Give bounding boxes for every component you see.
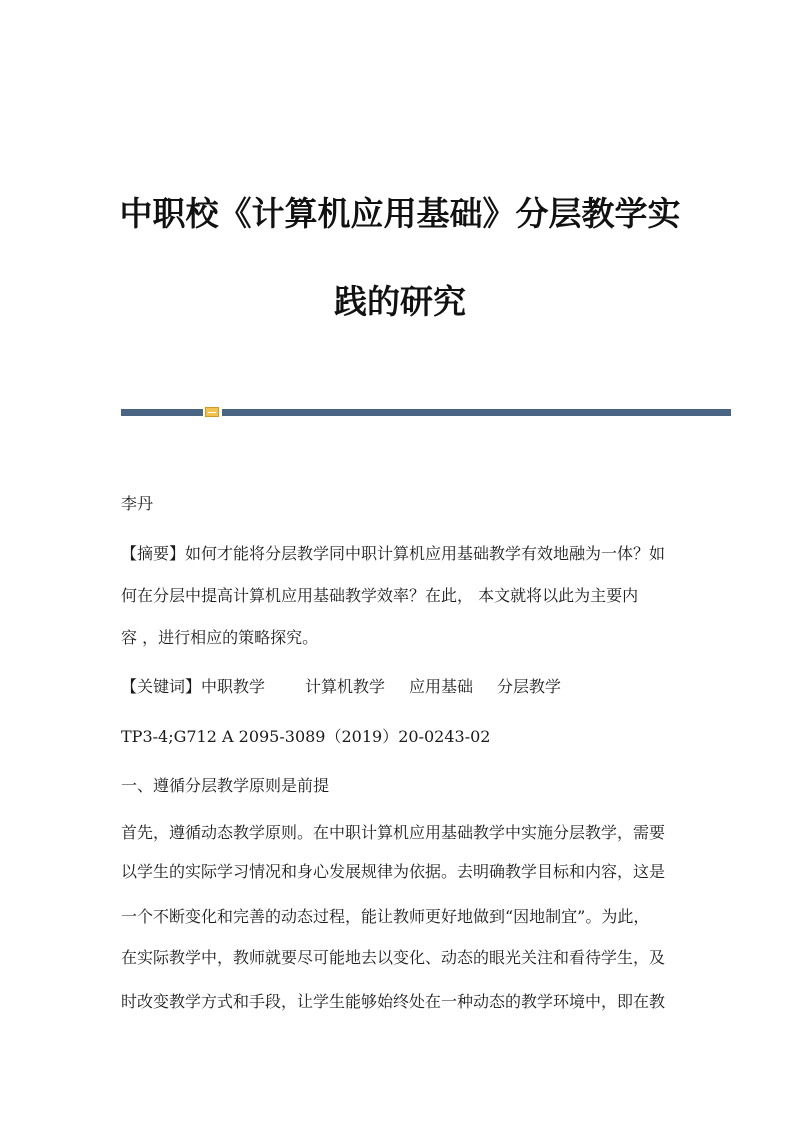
abstract-line-1: 【摘要】如何才能将分层教学同中职计算机应用基础教学有效地融为一体？如 bbox=[121, 544, 666, 563]
keyword-item: 应用基础 bbox=[409, 677, 474, 696]
keyword-item: 计算机教学 bbox=[305, 677, 386, 696]
keywords-line bbox=[121, 676, 681, 697]
title-divider-right bbox=[222, 409, 731, 416]
classification-code: TP3-4;G712 A 2095-3089（2019）20-0243-02 bbox=[121, 727, 491, 746]
body-line-4: 在实际教学中，教师就要尽可能地去以变化、动态的眼光关注和看待学生，及 bbox=[121, 948, 666, 967]
body-line-1: 首先，遵循动态教学原则。在中职计算机应用基础教学中实施分层教学，需要 bbox=[121, 823, 666, 842]
document-title-line-1: 中职校《计算机应用基础》分层教学实 bbox=[119, 194, 681, 233]
keyword-item: 分层教学 bbox=[497, 677, 562, 696]
body-line-5: 时改变教学方式和手段，让学生能够始终处在一种动态的教学环境中，即在教 bbox=[121, 992, 666, 1011]
title-divider-left bbox=[121, 409, 203, 416]
abstract-line-3: 容 ，进行相应的策略探究。 bbox=[121, 628, 319, 647]
document-title-line-2: 践的研究 bbox=[334, 282, 466, 321]
abstract-line-2: 何在分层中提高计算机应用基础教学效率？在此， 本文就将以此为主要内 bbox=[121, 586, 639, 605]
section-heading: 一、遵循分层教学原则是前提 bbox=[121, 776, 330, 795]
body-line-3: 一个不断变化和完善的动态过程，能让教师更好地做到“因地制宜”。为此， bbox=[121, 907, 650, 926]
keywords-label: 【关键词】 bbox=[121, 677, 202, 696]
divider-ornament-icon bbox=[205, 407, 219, 417]
body-line-2: 以学生的实际学习情况和身心发展规律为依据。去明确教学目标和内容，这是 bbox=[121, 862, 666, 881]
keyword-item: 中职教学 bbox=[201, 677, 266, 696]
author-name: 李丹 bbox=[121, 494, 154, 513]
